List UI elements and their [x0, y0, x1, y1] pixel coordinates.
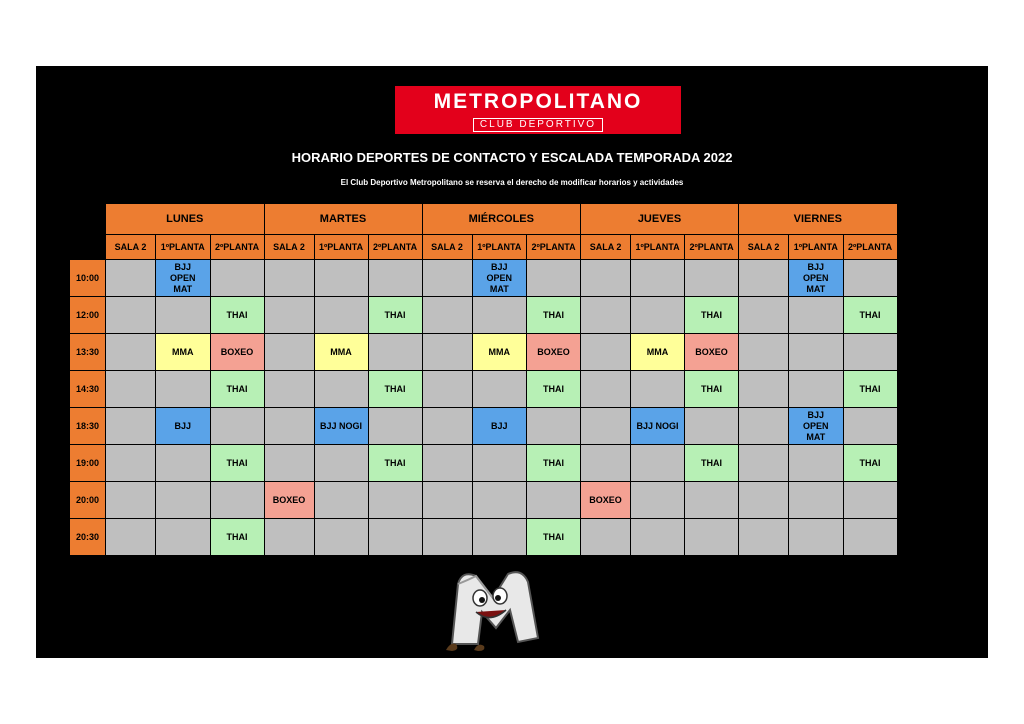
class-slot: BJJ	[156, 408, 211, 445]
time-row	[70, 408, 898, 445]
empty-slot	[368, 260, 422, 297]
room-header: 1ºPLANTA	[789, 235, 844, 260]
room-header: SALA 2	[581, 235, 631, 260]
empty-slot	[631, 297, 685, 334]
empty-slot	[156, 482, 211, 519]
empty-slot	[156, 519, 211, 556]
class-slot: THAI	[368, 445, 422, 482]
room-header: 2ºPLANTA	[368, 235, 422, 260]
empty-slot	[739, 260, 789, 297]
time-label: 14:30	[70, 371, 106, 408]
class-slot: BOXEO	[210, 334, 264, 371]
class-slot: THAI	[685, 371, 739, 408]
empty-slot	[789, 371, 844, 408]
empty-slot	[581, 297, 631, 334]
empty-slot	[314, 482, 368, 519]
time-label: 19:00	[70, 445, 106, 482]
time-label: 13:30	[70, 334, 106, 371]
empty-slot	[264, 297, 314, 334]
class-slot: THAI	[527, 297, 581, 334]
empty-slot	[264, 519, 314, 556]
class-slot: BJJ	[472, 408, 527, 445]
empty-slot	[739, 408, 789, 445]
empty-slot	[422, 260, 472, 297]
empty-slot	[368, 482, 422, 519]
time-label: 12:00	[70, 297, 106, 334]
empty-slot	[422, 371, 472, 408]
empty-slot	[843, 260, 897, 297]
empty-slot	[843, 408, 897, 445]
empty-slot	[106, 260, 156, 297]
room-header: 1ºPLANTA	[472, 235, 527, 260]
empty-slot	[314, 297, 368, 334]
time-row	[70, 482, 898, 519]
empty-slot	[422, 482, 472, 519]
empty-slot	[368, 408, 422, 445]
empty-slot	[739, 371, 789, 408]
empty-slot	[739, 482, 789, 519]
room-header: 1ºPLANTA	[631, 235, 685, 260]
logo-brand: METROPOLITANO	[433, 90, 643, 113]
empty-slot	[264, 334, 314, 371]
class-slot: BJJ OPEN MAT	[789, 408, 844, 445]
empty-slot	[368, 334, 422, 371]
empty-slot	[106, 482, 156, 519]
room-header: 2ºPLANTA	[210, 235, 264, 260]
empty-slot	[631, 482, 685, 519]
empty-slot	[739, 519, 789, 556]
class-slot: THAI	[527, 371, 581, 408]
empty-slot	[581, 408, 631, 445]
empty-slot	[314, 519, 368, 556]
empty-slot	[156, 371, 211, 408]
time-row	[70, 334, 898, 371]
empty-slot	[581, 371, 631, 408]
empty-slot	[581, 519, 631, 556]
empty-slot	[843, 519, 897, 556]
empty-slot	[422, 519, 472, 556]
time-row	[70, 519, 898, 556]
class-slot: BOXEO	[264, 482, 314, 519]
empty-slot	[422, 408, 472, 445]
room-header: 2ºPLANTA	[685, 235, 739, 260]
empty-slot	[314, 371, 368, 408]
class-slot: THAI	[210, 371, 264, 408]
empty-slot	[789, 482, 844, 519]
time-row	[70, 371, 898, 408]
empty-slot	[685, 519, 739, 556]
empty-slot	[581, 334, 631, 371]
empty-slot	[264, 260, 314, 297]
empty-slot	[368, 519, 422, 556]
empty-slot	[581, 260, 631, 297]
room-header: SALA 2	[739, 235, 789, 260]
empty-slot	[106, 519, 156, 556]
class-slot: THAI	[527, 445, 581, 482]
class-slot: BOXEO	[581, 482, 631, 519]
class-slot: BJJ NOGI	[314, 408, 368, 445]
schedule-table	[69, 203, 898, 556]
class-slot: BJJ OPEN MAT	[472, 260, 527, 297]
page-title: HORARIO DEPORTES DE CONTACTO Y ESCALADA TEMPORADA 2022	[291, 150, 733, 165]
corner-blank	[70, 204, 106, 235]
logo-subtitle: CLUB DEPORTIVO	[473, 118, 603, 132]
class-slot: THAI	[685, 445, 739, 482]
empty-slot	[843, 334, 897, 371]
disclaimer-text: El Club Deportivo Metropolitano se reserva el derecho de modificar horarios y actividades	[340, 178, 684, 187]
empty-slot	[422, 334, 472, 371]
room-header: 2ºPLANTA	[843, 235, 897, 260]
empty-slot	[631, 519, 685, 556]
class-slot: THAI	[685, 297, 739, 334]
time-row	[70, 445, 898, 482]
empty-slot	[210, 260, 264, 297]
empty-slot	[527, 408, 581, 445]
club-logo	[395, 86, 681, 134]
empty-slot	[685, 408, 739, 445]
empty-slot	[314, 260, 368, 297]
empty-slot	[314, 445, 368, 482]
empty-slot	[789, 297, 844, 334]
empty-slot	[156, 445, 211, 482]
room-header: 2ºPLANTA	[527, 235, 581, 260]
class-slot: THAI	[527, 519, 581, 556]
empty-slot	[843, 482, 897, 519]
empty-slot	[106, 408, 156, 445]
empty-slot	[264, 408, 314, 445]
day-header: JUEVES	[581, 204, 739, 235]
corner-blank	[70, 235, 106, 260]
class-slot: BJJ NOGI	[631, 408, 685, 445]
class-slot: BOXEO	[527, 334, 581, 371]
empty-slot	[685, 260, 739, 297]
empty-slot	[106, 371, 156, 408]
empty-slot	[106, 297, 156, 334]
class-slot: THAI	[843, 371, 897, 408]
empty-slot	[264, 445, 314, 482]
time-label: 20:30	[70, 519, 106, 556]
class-slot: BOXEO	[685, 334, 739, 371]
day-header: VIERNES	[739, 204, 898, 235]
empty-slot	[422, 445, 472, 482]
class-slot: MMA	[472, 334, 527, 371]
empty-slot	[739, 445, 789, 482]
class-slot: MMA	[314, 334, 368, 371]
empty-slot	[527, 260, 581, 297]
room-header: SALA 2	[422, 235, 472, 260]
time-row	[70, 260, 898, 297]
room-header: SALA 2	[264, 235, 314, 260]
empty-slot	[156, 297, 211, 334]
empty-slot	[789, 334, 844, 371]
empty-slot	[631, 371, 685, 408]
day-header: LUNES	[106, 204, 265, 235]
class-slot: MMA	[631, 334, 685, 371]
empty-slot	[789, 445, 844, 482]
class-slot: BJJ OPEN MAT	[156, 260, 211, 297]
empty-slot	[527, 482, 581, 519]
empty-slot	[210, 408, 264, 445]
empty-slot	[472, 297, 527, 334]
empty-slot	[106, 445, 156, 482]
empty-slot	[739, 297, 789, 334]
empty-slot	[422, 297, 472, 334]
time-label: 18:30	[70, 408, 106, 445]
time-row	[70, 297, 898, 334]
class-slot: MMA	[156, 334, 211, 371]
room-header: SALA 2	[106, 235, 156, 260]
letter-m-mascot-icon	[438, 558, 548, 652]
empty-slot	[472, 519, 527, 556]
empty-slot	[472, 482, 527, 519]
class-slot: THAI	[368, 297, 422, 334]
room-header-row	[70, 235, 898, 260]
empty-slot	[472, 445, 527, 482]
empty-slot	[210, 482, 264, 519]
class-slot: THAI	[210, 297, 264, 334]
day-header-row	[70, 204, 898, 235]
empty-slot	[739, 334, 789, 371]
room-header: 1ºPLANTA	[156, 235, 211, 260]
empty-slot	[685, 482, 739, 519]
empty-slot	[631, 260, 685, 297]
time-label: 10:00	[70, 260, 106, 297]
empty-slot	[631, 445, 685, 482]
class-slot: THAI	[210, 445, 264, 482]
class-slot: THAI	[210, 519, 264, 556]
empty-slot	[789, 519, 844, 556]
empty-slot	[472, 371, 527, 408]
empty-slot	[106, 334, 156, 371]
class-slot: BJJ OPEN MAT	[789, 260, 844, 297]
time-label: 20:00	[70, 482, 106, 519]
class-slot: THAI	[843, 445, 897, 482]
class-slot: THAI	[368, 371, 422, 408]
empty-slot	[581, 445, 631, 482]
class-slot: THAI	[843, 297, 897, 334]
day-header: MIÉRCOLES	[422, 204, 581, 235]
schedule-body	[70, 260, 898, 556]
room-header: 1ºPLANTA	[314, 235, 368, 260]
empty-slot	[264, 371, 314, 408]
day-header: MARTES	[264, 204, 422, 235]
